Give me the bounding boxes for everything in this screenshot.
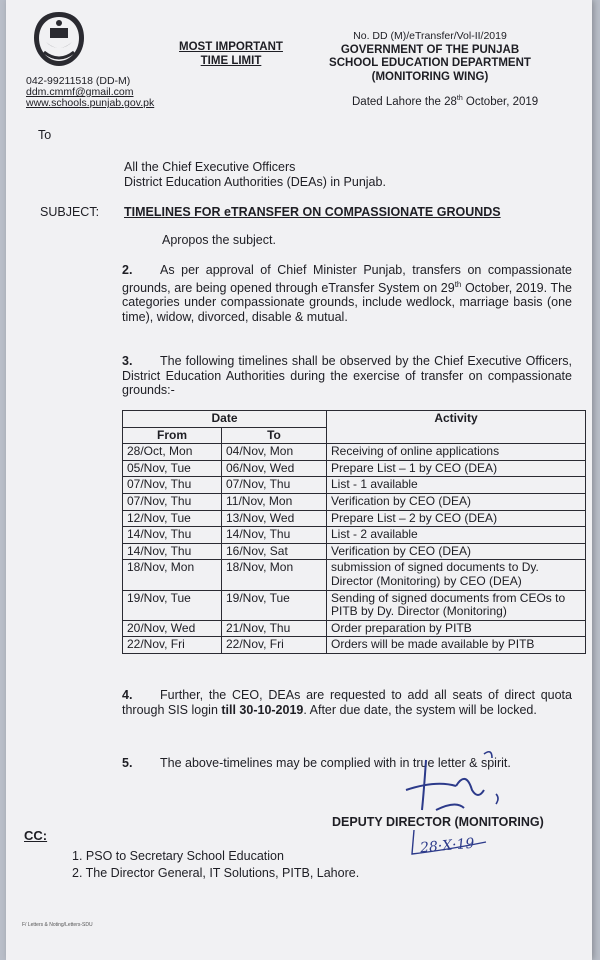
activity-cell: submission of signed documents to Dy. Director (Monitoring) by CEO (DEA) (327, 560, 586, 590)
to-cell: 04/Nov, Mon (222, 444, 327, 461)
addressee (124, 160, 386, 190)
date-suffix: th (456, 95, 463, 102)
addressee-line-1: All the Chief Executive Officers (124, 160, 296, 174)
activity-cell: Sending of signed documents from CEOs to PITB by Dy. Director (Monitoring) (327, 590, 586, 620)
letter-date (352, 95, 538, 108)
from-cell: 18/Nov, Mon (123, 560, 222, 590)
paragraph-4-text-a: Further, the CEO, DEAs are requested to add all seats of direct quota through SIS login (122, 688, 572, 717)
table-row (123, 543, 586, 560)
to-cell: 14/Nov, Thu (222, 527, 327, 544)
from-header: From (123, 427, 222, 444)
activity-header: Activity (327, 411, 586, 444)
table-row (123, 637, 586, 654)
activity-cell: Prepare List – 1 by CEO (DEA) (327, 460, 586, 477)
paragraph-5-text: The above-timelines may be complied with in true letter & spirit. (160, 756, 511, 770)
phone-number: 042-99211518 (DD-M) (26, 75, 131, 87)
activity-cell: Verification by CEO (DEA) (327, 493, 586, 510)
department-line-1: GOVERNMENT OF THE PUNJAB (340, 43, 520, 56)
date-day: 28 (444, 95, 457, 108)
to-cell: 18/Nov, Mon (222, 560, 327, 590)
date-month-year: October, 2019 (465, 95, 539, 108)
to-cell: 07/Nov, Thu (222, 477, 327, 494)
paragraph-2-number: 2. (122, 263, 133, 277)
to-cell: 06/Nov, Wed (222, 460, 327, 477)
paragraph-4-number: 4. (122, 688, 133, 702)
table-row (123, 493, 586, 510)
from-cell: 07/Nov, Thu (123, 493, 222, 510)
table-row (123, 477, 586, 494)
date-header: Date (123, 411, 327, 428)
subject-text: TIMELINES FOR eTRANSFER ON COMPASSIONATE GROUNDS (124, 205, 501, 219)
paragraph-2 (122, 263, 572, 325)
reference-number: No. DD (M)/eTransfer/Vol-II/2019 (353, 30, 507, 42)
timeline-table (122, 410, 586, 654)
letter-page (6, 0, 592, 960)
paragraph-4 (122, 688, 572, 717)
activity-cell: Order preparation by PITB (327, 620, 586, 637)
paragraph-4-deadline: till 30-10-2019 (221, 702, 304, 717)
table-row (123, 460, 586, 477)
paragraph-3-text: The following timelines shall be observed by the Chief Executive Officers, District Education Authorities during the exercise of transfer on compassionate grounds:- (122, 354, 572, 398)
paragraph-2-sup: th (454, 279, 462, 289)
signature-mark (366, 750, 586, 870)
table-row (123, 527, 586, 544)
activity-cell: Verification by CEO (DEA) (327, 543, 586, 560)
paragraph-3-number: 3. (122, 354, 133, 368)
from-cell: 12/Nov, Tue (123, 510, 222, 527)
activity-cell: Receiving of online applications (327, 444, 586, 461)
punjab-government-logo (30, 8, 88, 70)
from-cell: 05/Nov, Tue (123, 460, 222, 477)
paragraph-4-text-b: . After due date, the system will be locked. (303, 702, 537, 717)
to-header: To (222, 427, 327, 444)
from-cell: 22/Nov, Fri (123, 637, 222, 654)
priority-line-2: TIME LIMIT (200, 55, 262, 67)
department-line-2: SCHOOL EDUCATION DEPARTMENT (329, 57, 531, 69)
priority-label (166, 40, 296, 68)
subject-label: SUBJECT: (40, 205, 100, 219)
paragraph-3 (122, 354, 572, 398)
timeline-rows (123, 444, 586, 654)
from-cell: 14/Nov, Thu (123, 543, 222, 560)
department-header (310, 30, 550, 84)
cc-label: CC: (24, 828, 48, 843)
table-row (123, 590, 586, 620)
footer-path: F/ Letters & Noting/Letters-SDU (22, 922, 93, 928)
from-cell: 14/Nov, Thu (123, 527, 222, 544)
to-cell: 16/Nov, Sat (222, 543, 327, 560)
email-address: ddm.cmmf@gmail.com (26, 86, 134, 98)
cc-item: 2. The Director General, IT Solutions, PITB, Lahore. (72, 866, 360, 880)
signatory-designation: DEPUTY DIRECTOR (MONITORING) (332, 815, 544, 829)
table-row (123, 560, 586, 590)
paragraph-2-text-a: As per approval of Chief Minister Punjab, transfers on compassionate grounds, are being opened through eTransfer System on 29 (122, 263, 572, 295)
apropos-line: Apropos the subject. (162, 233, 276, 247)
cc-list (72, 848, 359, 882)
to-cell: 11/Nov, Mon (222, 493, 327, 510)
activity-cell: Prepare List – 2 by CEO (DEA) (327, 510, 586, 527)
activity-cell: List - 2 available (327, 527, 586, 544)
to-cell: 21/Nov, Thu (222, 620, 327, 637)
website-link: www.schools.punjab.gov.pk (26, 97, 155, 109)
to-cell: 19/Nov, Tue (222, 590, 327, 620)
activity-cell: Orders will be made available by PITB (327, 637, 586, 654)
addressee-line-2: District Education Authorities (DEAs) in Punjab. (124, 175, 386, 189)
priority-line-1: MOST IMPORTANT (179, 41, 283, 53)
to-label: To (38, 128, 52, 142)
date-prefix: Dated Lahore the (352, 95, 441, 108)
from-cell: 28/Oct, Mon (123, 444, 222, 461)
from-cell: 19/Nov, Tue (123, 590, 222, 620)
to-cell: 13/Nov, Wed (222, 510, 327, 527)
from-cell: 07/Nov, Thu (123, 477, 222, 494)
from-cell: 20/Nov, Wed (123, 620, 222, 637)
department-line-3: (MONITORING WING) (371, 70, 489, 83)
paragraph-5-number: 5. (122, 756, 133, 770)
handwritten-date: 28·X·19 (419, 835, 476, 857)
activity-cell: List - 1 available (327, 477, 586, 494)
table-row (123, 444, 586, 461)
to-cell: 22/Nov, Fri (222, 637, 327, 654)
cc-item: 1. PSO to Secretary School Education (72, 849, 284, 863)
contact-block (26, 76, 154, 109)
paragraph-2-text-b: October, 2019. The categories under compassionate grounds, include wedlock, marriage basis (one time), widow, divorced, disable & mutual. (122, 280, 572, 324)
table-row (123, 510, 586, 527)
table-row (123, 620, 586, 637)
